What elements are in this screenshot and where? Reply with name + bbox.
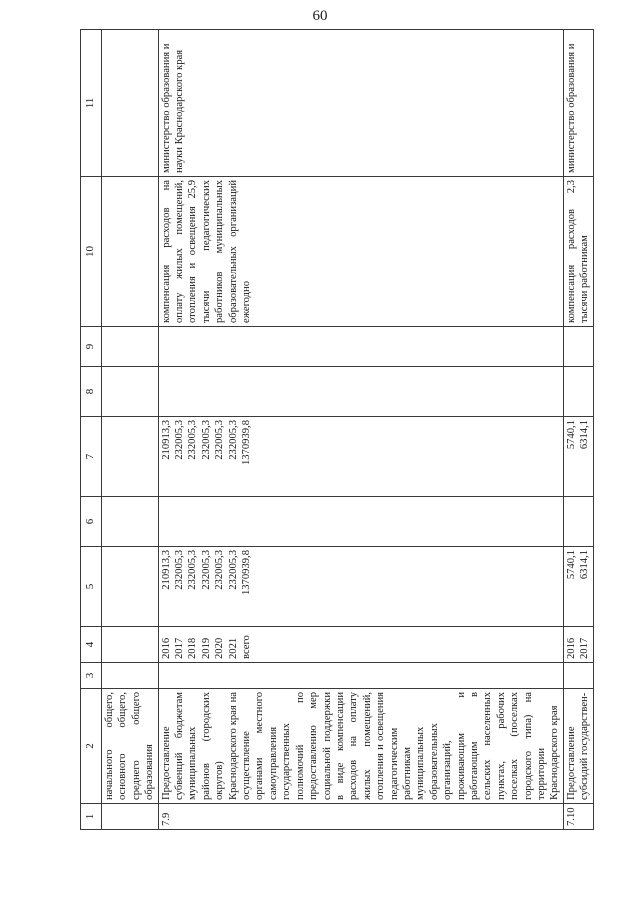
regional-budget-cell: [158, 417, 563, 497]
years-cell: [158, 627, 563, 663]
col-header-6: 6: [81, 497, 102, 547]
amount: 232005,3: [200, 420, 212, 460]
col-header-11: 11: [81, 30, 102, 177]
year: 2016: [160, 637, 172, 659]
year: 2017: [174, 637, 186, 659]
measure-row-7-10: [563, 30, 593, 830]
amount-total: 1370939,8: [241, 550, 253, 596]
expected-result: компенсация расходов на оплату жилых помещений, отопления и освещения 25,9 тысячи педагогических работников муниципальных образовательных организаций ежегодно: [158, 177, 563, 327]
col-header-8: 8: [81, 367, 102, 417]
amount: 232005,3: [227, 420, 239, 460]
responsible-executor: министерство образования и науки Краснодарского края: [158, 30, 563, 177]
program-measures-table: [80, 29, 594, 830]
col-header-3: 3: [81, 663, 102, 689]
row-number: 7.9: [158, 804, 563, 830]
regional-budget-cell: [563, 417, 593, 497]
col-header-1: 1: [81, 804, 102, 830]
responsible-executor: министерство образования и: [563, 30, 593, 177]
col-header-7: 7: [81, 417, 102, 497]
col-header-4: 4: [81, 627, 102, 663]
continuation-row: [102, 30, 159, 830]
total-amount-cell: [563, 547, 593, 627]
page-number: 60: [312, 8, 328, 24]
measure-row-7-9: [158, 30, 563, 830]
year: 2017: [579, 637, 591, 659]
year-total: всего: [241, 635, 253, 659]
measure-description: Предоставление субсидий государствен-: [563, 689, 593, 804]
amount-total: 1370939,8: [241, 420, 253, 466]
year: 2016: [565, 637, 577, 659]
year: 2021: [227, 637, 239, 659]
rotated-table-container: [80, 30, 600, 830]
year: 2019: [200, 637, 212, 659]
column-number-row: [81, 30, 102, 830]
col-header-5: 5: [81, 547, 102, 627]
amount: 232005,3: [200, 550, 212, 590]
amount: 232005,3: [214, 550, 226, 590]
amount: 232005,3: [214, 420, 226, 460]
continued-description: начального общего, основного общего, среднего общего образования: [102, 689, 159, 804]
amount: 5740,1: [565, 550, 577, 580]
year: 2018: [187, 637, 199, 659]
amount: 232005,3: [227, 550, 239, 590]
amount: 5740,1: [565, 420, 577, 450]
amount: 6314,1: [579, 420, 591, 450]
col-header-10: 10: [81, 177, 102, 327]
measure-description: Предоставление субвенций бюджетам муниципальных районов (городских округов) Краснодарского края на осуществление органами местного самоуправления государственных полномочий по предоставлению мер социальной поддержки в виде компенсации расходов на оплату жилых помещений, отопления и освещения педагогическим работникам муниципальных образовательных организаций, проживающим и работающим в сельских населенных пунктах, рабочих поселках (поселках городского типа) на территории Краснодарского края: [158, 689, 563, 804]
amount: 210913,3: [160, 420, 172, 460]
amount: 232005,3: [187, 420, 199, 460]
years-cell: [563, 627, 593, 663]
amount: 232005,3: [187, 550, 199, 590]
amount: 232005,3: [174, 550, 186, 590]
amount: 210913,3: [160, 550, 172, 590]
year: 2020: [214, 637, 226, 659]
col-header-2: 2: [81, 689, 102, 804]
total-amount-cell: [158, 547, 563, 627]
expected-result: компенсация расходов 2,3 тысячи работникам: [563, 177, 593, 327]
amount: 6314,1: [579, 550, 591, 580]
row-number: 7.10: [563, 804, 593, 830]
amount: 232005,3: [174, 420, 186, 460]
col-header-9: 9: [81, 327, 102, 367]
